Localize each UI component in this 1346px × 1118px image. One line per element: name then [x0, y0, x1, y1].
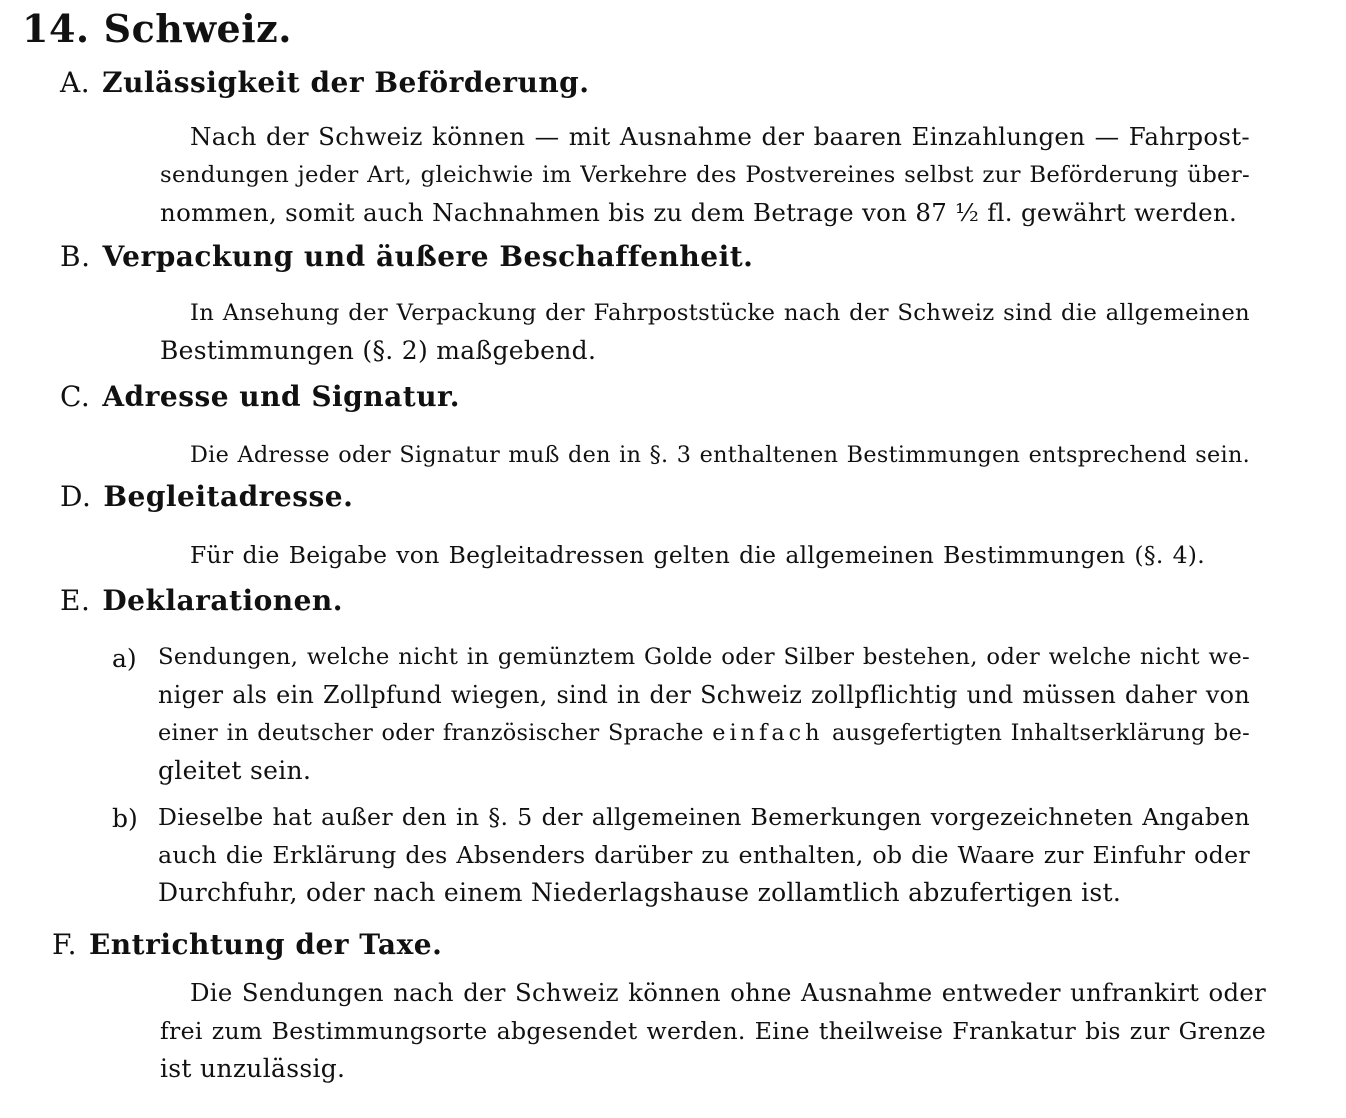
heading-letter: D.	[60, 480, 92, 513]
heading-text: Adresse und Signatur.	[102, 380, 460, 413]
heading-letter: B.	[60, 240, 91, 273]
heading-letter: F.	[52, 928, 77, 961]
heading-f	[52, 928, 442, 961]
text-line: niger als ein Zollpfund wiegen, sind in der Schweiz zollpflichtig und müssen daher von	[158, 681, 1250, 709]
emphasized-word: einfach	[712, 720, 824, 746]
text-line: In Ansehung der Verpackung der Fahrpoststücke nach der Schweiz sind die allgemeinen	[190, 300, 1250, 326]
item-label-a: a)	[112, 644, 137, 673]
paragraph-d	[190, 536, 1205, 574]
heading-text: Entrichtung der Taxe.	[88, 928, 443, 961]
paragraph-b	[160, 294, 1250, 370]
text-line: Die Adresse oder Signatur muß den in §. 3 enthaltenen Bestimmungen entsprechend sein.	[190, 442, 1250, 468]
heading-text: Zulässigkeit der Beförderung.	[102, 66, 590, 99]
heading-b	[60, 240, 753, 273]
text-line: Sendungen, welche nicht in gemünztem Golde oder Silber bestehen, oder welche nicht we-	[158, 644, 1250, 670]
heading-d	[60, 480, 353, 513]
text-fragment: ausgefertigten Inhaltserklärung be-	[832, 720, 1251, 746]
heading-text: Begleitadresse.	[103, 480, 354, 513]
text-line: auch die Erklärung des Absenders darüber zu enthalten, ob die Waare zur Einfuhr oder	[158, 841, 1250, 869]
paragraph-a	[160, 118, 1250, 232]
item-label-b: b)	[112, 804, 138, 833]
text-line: gleitet sein.	[158, 756, 312, 785]
text-fragment: einer in deutscher oder französischer Sprache	[158, 720, 704, 746]
page-title	[22, 6, 292, 51]
text-line: frei zum Bestimmungsorte abgesendet werden. Eine theilweise Frankatur bis zur Grenze	[160, 1017, 1266, 1045]
heading-letter: C.	[60, 380, 91, 413]
heading-text: Deklarationen.	[102, 584, 344, 617]
heading-letter: E.	[60, 584, 91, 617]
heading-a	[60, 66, 590, 99]
text-line: sendungen jeder Art, gleichwie im Verkehre des Postvereines selbst zur Beförderung über-	[160, 162, 1250, 188]
heading-e	[60, 584, 343, 617]
text-line: Durchfuhr, oder nach einem Niederlagshause zollamtlich abzufertigen ist.	[158, 878, 1122, 907]
text-line: nommen, somit auch Nachnahmen bis zu dem Betrage von 87 ½ fl. gewährt werden.	[160, 198, 1238, 227]
heading-letter: A.	[60, 66, 91, 99]
paragraph-e-a	[158, 638, 1250, 790]
section-title: Schweiz.	[103, 6, 292, 51]
text-line: Die Sendungen nach der Schweiz können ohne Ausnahme entweder unfrankirt oder	[190, 978, 1266, 1007]
paragraph-f	[160, 974, 1266, 1088]
text-line: Dieselbe hat außer den in §. 5 der allgemeinen Bemerkungen vorgezeichneten Angaben	[158, 803, 1250, 831]
text-line: Bestimmungen (§. 2) maßgebend.	[160, 336, 597, 365]
paragraph-c	[190, 436, 1250, 474]
section-number: 14.	[22, 6, 90, 51]
heading-c	[60, 380, 460, 413]
text-line: ist unzulässig.	[160, 1054, 346, 1083]
text-line: Nach der Schweiz können — mit Ausnahme der baaren Einzahlungen — Fahrpost-	[190, 122, 1250, 151]
text-line: Für die Beigabe von Begleitadressen gelten die allgemeinen Bestimmungen (§. 4).	[190, 541, 1205, 569]
heading-text: Verpackung und äußere Beschaffenheit.	[102, 240, 754, 273]
text-line	[158, 714, 1250, 752]
paragraph-e-b	[158, 798, 1250, 912]
